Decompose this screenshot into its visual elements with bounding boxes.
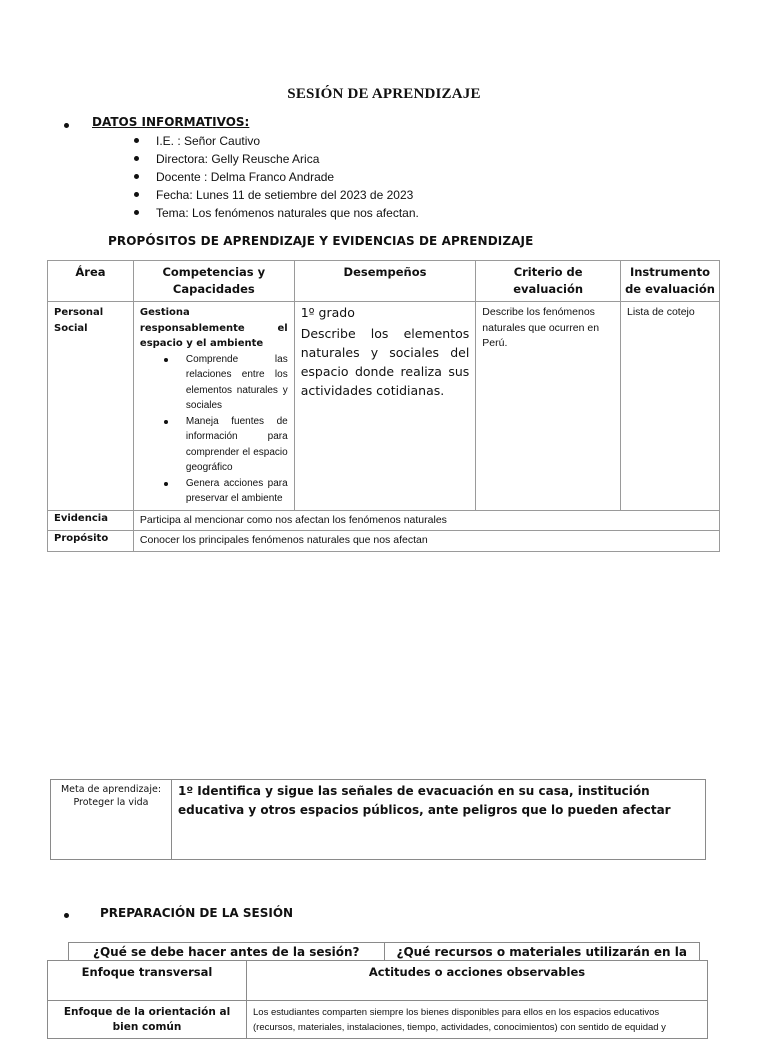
table-row [48, 1001, 708, 1039]
evidencia-text: Participa al mencionar como nos afectan los fenómenos naturales [133, 510, 719, 531]
datos-item-directora: Directora: Gelly Reusche Arica [132, 150, 419, 168]
table-row [51, 780, 706, 860]
page-title: SESIÓN DE APRENDIZAJE [287, 86, 481, 102]
header-desempenos: Desempeños [294, 261, 476, 302]
capacidad-item: Genera acciones para preservar el ambiente [186, 476, 288, 507]
enfoque-table [47, 960, 708, 1039]
criterio-cell: Describe los fenómenos naturales que ocurren en Perú. [476, 302, 621, 511]
section-bullet [64, 123, 69, 128]
datos-item-ie: I.E. : Señor Cautivo [132, 132, 419, 150]
header-instrumento: Instrumento de evaluación [621, 261, 720, 302]
propositos-table [47, 260, 720, 552]
capacidad-item: Comprende las relaciones entre los elementos naturales y sociales [186, 352, 288, 414]
enfoque-text: Los estudiantes comparten siempre los bienes disponibles para ellos en los espacios educativos (recursos, materiales, instalaciones, tiempo, actividades, conocimientos) con sentido de equidad y [247, 1001, 708, 1039]
evidencia-label: Evidencia [48, 510, 134, 531]
desempenos-cell [294, 302, 476, 511]
header-criterio: Criterio de evaluación [476, 261, 621, 302]
datos-list [132, 132, 419, 222]
meta-label: Meta de aprendizaje: Proteger la vida [51, 780, 172, 860]
meta-text: 1º Identifica y sigue las señales de evacuación en su casa, institución educativa y otros espacios públicos, ante peligros que lo pueden afectar [172, 780, 706, 860]
capacidad-item: Maneja fuentes de información para comprender el espacio geográfico [186, 414, 288, 476]
table-header-row [48, 261, 720, 302]
meta-table [50, 779, 706, 860]
datos-item-fecha: Fecha: Lunes 11 de setiembre del 2023 de 2023 [132, 186, 419, 204]
enfoque-name: Enfoque de la orientación al bien común [48, 1001, 247, 1039]
competencias-cell [133, 302, 294, 511]
datos-heading: DATOS INFORMATIVOS: [92, 115, 250, 129]
desempeno-text: Describe los elementos naturales y sociales del espacio donde realiza sus actividades cotidianas. [300, 326, 470, 398]
preparacion-heading: PREPARACIÓN DE LA SESIÓN [100, 906, 294, 920]
prep-header-recursos: ¿Qué recursos o materiales utilizarán en la [384, 943, 700, 968]
section-bullet [64, 913, 69, 918]
prep-header-antes: ¿Qué se debe hacer antes de la sesión? [69, 943, 385, 968]
datos-item-tema: Tema: Los fenómenos naturales que nos afectan. [132, 204, 419, 222]
datos-item-docente: Docente : Delma Franco Andrade [132, 168, 419, 186]
area-cell: Personal Social [48, 302, 134, 511]
proposito-row [48, 531, 720, 552]
propositos-heading: PROPÓSITOS DE APRENDIZAJE Y EVIDENCIAS DE APRENDIZAJE [108, 234, 534, 248]
grado-label: 1º grado [300, 305, 355, 320]
enfoque-header: Enfoque transversal [48, 961, 247, 1001]
table-row [48, 302, 720, 511]
instrumento-cell: Lista de cotejo [621, 302, 720, 511]
header-area: Área [48, 261, 134, 302]
evidencia-row [48, 510, 720, 531]
proposito-text: Conocer los principales fenómenos naturales que nos afectan [133, 531, 719, 552]
actitudes-header: Actitudes o acciones observables [247, 961, 708, 1001]
capacidades-list [140, 352, 288, 507]
competencia-title: Gestiona responsablemente el espacio y el ambiente [139, 307, 288, 349]
table-header-row [48, 961, 708, 1001]
header-competencias: Competencias y Capacidades [133, 261, 294, 302]
proposito-label: Propósito [48, 531, 134, 552]
